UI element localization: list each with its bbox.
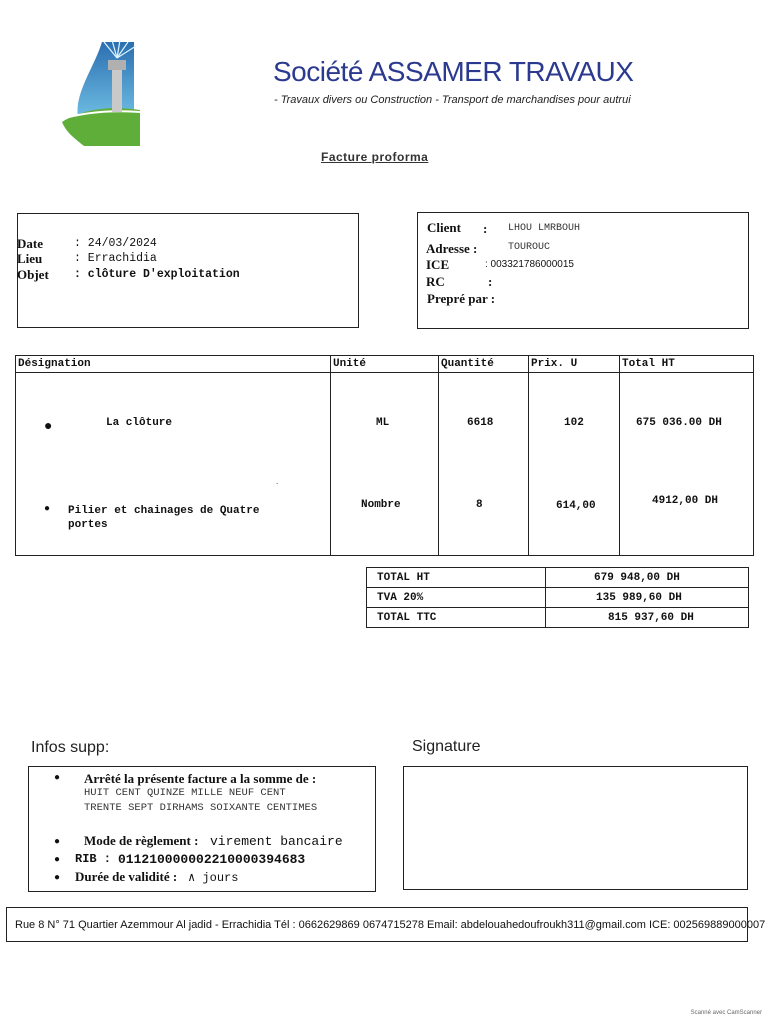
bullet-icon: ●	[54, 836, 61, 847]
date-value: : 24/03/2024	[74, 237, 157, 250]
company-name: Société ASSAMER TRAVAUX	[273, 56, 634, 87]
document-title: Facture proforma	[321, 150, 429, 164]
total-ht-value: 679 948,00 DH	[546, 568, 749, 588]
lieu-label: Lieu	[17, 251, 43, 266]
bullet-icon: ●	[54, 854, 61, 865]
totals-table	[366, 567, 749, 628]
lieu-value: : Errachidia	[74, 252, 157, 265]
arrete-label: Arrêté la présente facture a la somme de :	[84, 771, 317, 786]
objet-label: Objet	[17, 267, 49, 282]
total-1: 675 036.00 DH	[636, 417, 722, 429]
prepare-label: Prepré par :	[427, 291, 496, 306]
table-header-row	[16, 356, 754, 373]
quantite-1: 6618	[467, 417, 494, 429]
unite-1: ML	[376, 417, 390, 429]
total-ttc-row	[367, 608, 749, 628]
total-ht-row	[367, 568, 749, 588]
bullet-icon: ●	[54, 872, 61, 883]
tva-label: TVA 20%	[367, 588, 546, 608]
reglement-label: Mode de règlement :	[84, 833, 199, 848]
client-value: LHOU LMRBOUH	[508, 223, 581, 234]
adresse-value: TOUROUC	[508, 242, 551, 253]
prix-2: 614,00	[556, 500, 596, 512]
designation-1: La clôture	[106, 417, 173, 429]
rib-label: RIB :	[75, 852, 112, 866]
infos-title: Infos supp:	[31, 739, 110, 756]
col-unite: Unité	[331, 356, 439, 373]
ice-value: : 003321786000015	[485, 259, 574, 270]
bullet-icon: ●	[44, 503, 51, 514]
total-cell	[620, 373, 754, 556]
rc-separator: :	[488, 274, 493, 289]
unite-cell	[331, 373, 439, 556]
reglement-value: virement bancaire	[210, 834, 343, 849]
dot-mark: .	[276, 477, 279, 486]
client-separator: :	[483, 221, 488, 236]
designation-cell	[16, 373, 331, 556]
col-total: Total HT	[620, 356, 754, 373]
prix-cell	[529, 373, 620, 556]
arrete-line-2: TRENTE SEPT DIRHAMS SOIXANTE CENTIMES	[84, 802, 318, 814]
footer-box	[6, 907, 766, 942]
client-label: Client	[427, 220, 461, 235]
signature-box	[403, 766, 748, 890]
quantite-cell	[439, 373, 529, 556]
col-prix: Prix. U	[529, 356, 620, 373]
footer-text: Rue 8 N° 71 Quartier Azemmour Al jadid - Errachidia Tél : 0662629869 0674715278 Email: abdelouahedoufroukh311@gmail.com ICE: 002569889000007	[15, 919, 766, 931]
col-designation: Désignation	[16, 356, 331, 373]
info-box-right	[417, 212, 749, 329]
bullet-icon: ●	[44, 417, 53, 433]
signature-title: Signature	[412, 738, 481, 755]
total-ttc-label: TOTAL TTC	[367, 608, 546, 628]
table-body-row	[16, 373, 754, 556]
ice-label: ICE	[426, 257, 450, 272]
total-ttc-value: 815 937,60 DH	[546, 608, 749, 628]
rib-value: 011210000002210000394683	[118, 852, 306, 867]
bullet-icon: ●	[54, 772, 61, 783]
validite-value: ∧ jours	[188, 871, 239, 885]
arrete-line-1: HUIT CENT QUINZE MILLE NEUF CENT	[84, 787, 286, 799]
date-label: Date	[17, 236, 43, 251]
tva-value: 135 989,60 DH	[546, 588, 749, 608]
scanner-watermark: Scanné avec CamScanner	[690, 1010, 762, 1016]
unite-2: Nombre	[361, 499, 401, 511]
prix-1: 102	[564, 417, 584, 429]
rc-label: RC	[426, 274, 445, 289]
tva-row	[367, 588, 749, 608]
col-quantite: Quantité	[439, 356, 529, 373]
objet-value: : clôture D'exploitation	[74, 268, 240, 281]
company-logo	[54, 38, 142, 146]
company-tagline: - Travaux divers ou Construction - Transport de marchandises pour autrui	[274, 94, 631, 106]
total-2: 4912,00 DH	[652, 495, 719, 507]
total-ht-label: TOTAL HT	[367, 568, 546, 588]
quantite-2: 8	[476, 499, 483, 511]
items-table	[15, 355, 754, 556]
adresse-label: Adresse :	[426, 241, 478, 256]
designation-2: Pilier et chainages de Quatre portes	[68, 505, 260, 531]
validite-label: Durée de validité :	[75, 869, 178, 884]
